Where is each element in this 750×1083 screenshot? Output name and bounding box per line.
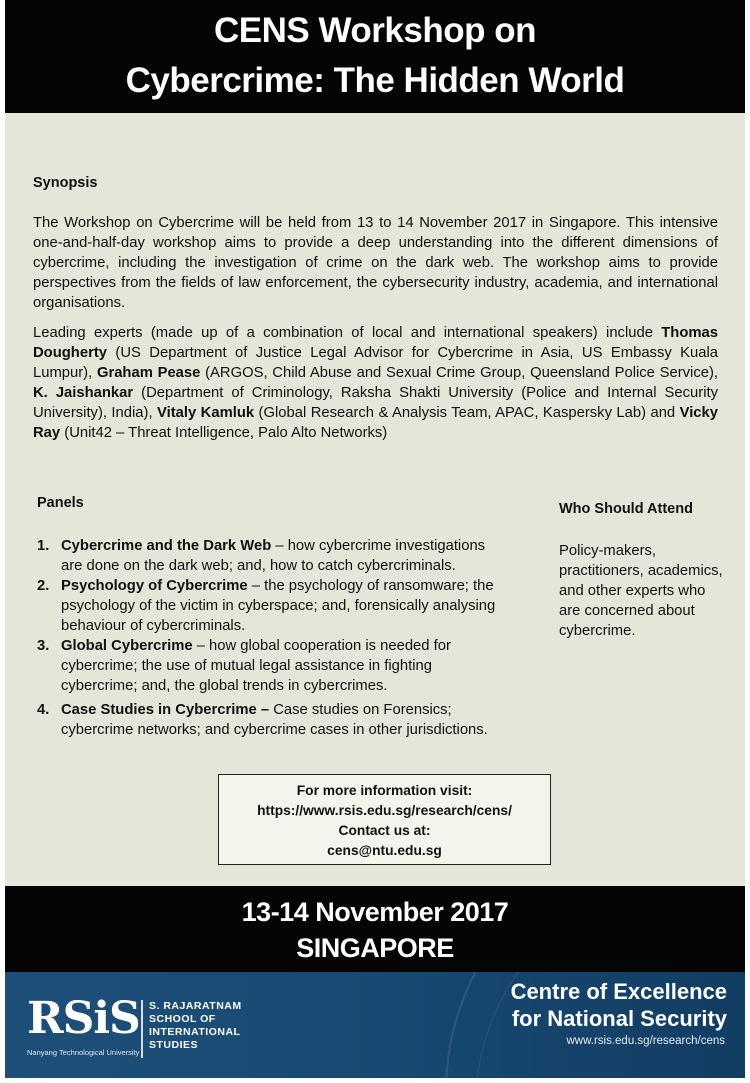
centre-name-line: for National Security (511, 1006, 727, 1031)
info-email-link[interactable]: cens@ntu.edu.sg (327, 843, 442, 858)
school-name-line: INTERNATIONAL (149, 1026, 241, 1038)
panel-description: how cybercrime investigations are done on the dark web; and, how to catch cybercriminals. (61, 538, 486, 574)
panels-heading: Panels (37, 495, 84, 511)
event-date: 13-14 November 2017 (241, 897, 509, 927)
speakers-paragraph (33, 323, 718, 443)
panel-item (37, 536, 507, 576)
speaker-name: Graham Pease (96, 365, 201, 381)
panel-number: 3. (37, 638, 50, 654)
speaker-affiliation: (Unit42 – Threat Intelligence, Palo Alto Networks) (60, 425, 388, 441)
speaker-name: K. Jaishankar (33, 385, 134, 401)
logo-divider (141, 1000, 143, 1058)
panel-number: 1. (37, 538, 50, 554)
who-should-attend-body: Policy-makers, practitioners, academics, and other experts who are concerned about cybercrime. (559, 543, 723, 639)
title-line-2: Cybercrime: The Hidden World (125, 61, 625, 100)
panel-item (37, 700, 507, 740)
rsis-logo (23, 992, 253, 1062)
info-box (218, 774, 551, 865)
panel-description: the psychology of ransomware; the psychology of the victim in cyberspace; and, forensically analysing behaviour of cybercriminals. (61, 578, 496, 634)
synopsis-heading: Synopsis (33, 175, 98, 191)
school-name-line: S. RAJARATNAM (149, 1000, 242, 1012)
speaker-affiliation: (ARGOS, Child Abuse and Sexual Crime Group, Queensland Police Service), (200, 365, 718, 381)
panel-item (37, 636, 507, 696)
speaker-affiliation: (Global Research & Analysis Team, APAC, Kaspersky Lab) and (254, 405, 680, 421)
panels-list (37, 536, 507, 740)
content-area (5, 113, 745, 886)
panel-separator: – (192, 638, 210, 654)
speakers-intro: Leading experts (made up of a combination of local and international speakers) include (33, 325, 662, 341)
who-should-attend-heading: Who Should Attend (559, 501, 693, 517)
centre-name-line: Centre of Excellence (510, 979, 727, 1004)
school-name-line: SCHOOL OF (149, 1013, 216, 1025)
speaker-name: Vicky Ray (33, 405, 718, 441)
centre-name (465, 978, 727, 1032)
panel-title: Cybercrime and the Dark Web (61, 538, 272, 554)
synopsis-paragraph: The Workshop on Cybercrime will be held from 13 to 14 November 2017 in Singapore. This intensive one-and-half-day workshop aims to provide a deep understanding into the different dimensions of cybercrime, including the investigation of crime on the dark web. The workshop aims to provide perspectives from the fields of law enforcement, the cybersecurity industry, academia, and international organisations. (33, 215, 718, 311)
panel-number: 2. (37, 578, 50, 594)
panel-title: Global Cybercrime (61, 638, 193, 654)
rsis-logo-text: RSiS (27, 993, 140, 1044)
panel-separator: – (271, 538, 288, 554)
school-name-line: STUDIES (149, 1039, 199, 1051)
event-date-banner (5, 886, 745, 972)
info-contact-label: Contact us at: (338, 823, 431, 838)
speaker-affiliation: (Department of Criminology, Raksha Shakti University (Police and Internal Security University), India), (33, 385, 718, 421)
panel-description: how global cooperation is needed for cybercrime; the use of mutual legal assistance in fighting cybercrime; and, the global trends in cybercrimes. (61, 638, 451, 694)
panel-description: Case studies on Forensics; cybercrime networks; and cybercrime cases in other jurisdictions. (61, 702, 488, 738)
speaker-affiliation: (US Department of Justice Legal Advisor for Cybercrime in Asia, US Embassy Kuala Lumpur), (33, 345, 718, 381)
footer (5, 972, 745, 1078)
panel-title: Psychology of Cybercrime (61, 578, 248, 594)
speaker-name: Vitaly Kamluk (157, 405, 255, 421)
title-line-1: CENS Workshop on (214, 11, 536, 50)
speaker-name: Thomas Dougherty (33, 325, 718, 361)
panel-title: Case Studies in Cybercrime – (61, 702, 270, 718)
page-header (5, 0, 745, 113)
info-visit-label: For more information visit: (296, 783, 473, 798)
university-name: Nanyang Technological University (27, 1048, 140, 1057)
panel-item (37, 576, 507, 636)
panel-separator: – (247, 578, 265, 594)
event-location: SINGAPORE (296, 933, 454, 963)
panel-number: 4. (37, 702, 50, 718)
footer-url-link[interactable]: www.rsis.edu.sg/research/cens (566, 1035, 725, 1047)
school-name (149, 1000, 242, 1052)
info-url-link[interactable]: https://www.rsis.edu.sg/research/cens/ (257, 803, 512, 818)
